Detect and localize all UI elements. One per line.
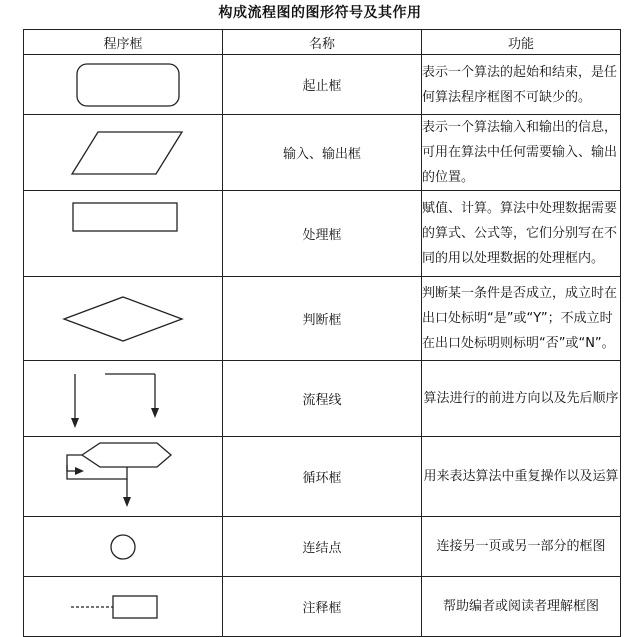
symbol-name: 起止框 [223,55,422,115]
symbol-name: 注释框 [223,577,422,637]
shape-cell [24,437,223,517]
flow-line-arrows-icon [53,366,193,432]
connector-circle-icon [93,527,153,567]
table-row [24,577,621,637]
flowchart-symbol-table [23,29,621,637]
table-row [24,437,621,517]
symbol-name: 输入、输出框 [223,115,422,191]
shape-cell [24,115,223,191]
header-row [24,30,621,55]
shape-cell [24,517,223,577]
symbol-function: 表示一个算法的起始和结束，是任何算法程序框图不可缺少的。 [422,55,621,115]
symbol-function: 算法进行的前进方向以及先后顺序 [422,361,621,437]
table-row [24,115,621,191]
symbol-name: 判断框 [223,277,422,361]
table-row [24,55,621,115]
terminal-rounded-rect-icon [63,60,183,110]
header-name: 名称 [223,30,422,55]
decision-diamond-icon [58,287,188,351]
symbol-function: 表示一个算法输入和输出的信息，可用在算法中任何需要输入、输出的位置。 [422,115,621,191]
table-row [24,517,621,577]
header-function: 功能 [422,30,621,55]
shape-cell [24,55,223,115]
comment-box-icon [63,590,183,624]
shape-cell [24,361,223,437]
table-row [24,361,621,437]
shape-cell [24,577,223,637]
symbol-function: 帮助编者或阅读者理解框图 [422,577,621,637]
table-row [24,191,621,277]
symbol-name: 循环框 [223,437,422,517]
process-rectangle-icon [58,199,188,269]
symbol-name: 流程线 [223,361,422,437]
table-title: 构成流程图的图形符号及其作用 [218,5,422,21]
symbol-name: 连结点 [223,517,422,577]
symbol-function: 用来表达算法中重复操作以及运算 [422,437,621,517]
table-row [24,277,621,361]
header-shape: 程序框 [24,30,223,55]
symbol-function: 连接另一页或另一部分的框图 [422,517,621,577]
shape-cell [24,191,223,277]
symbol-function: 赋值、计算。算法中处理数据需要的算式、公式等，它们分别写在不同的用以处理数据的处理框内。 [422,191,621,277]
symbol-function: 判断某一条件是否成立，成立时在出口处标明“是”或“Y”；不成立时在出口处标明则标明“否”或“N”。 [422,277,621,361]
io-parallelogram-icon [58,128,188,178]
shape-cell [24,277,223,361]
symbol-name: 处理框 [223,191,422,277]
loop-hexagon-icon [53,441,193,513]
